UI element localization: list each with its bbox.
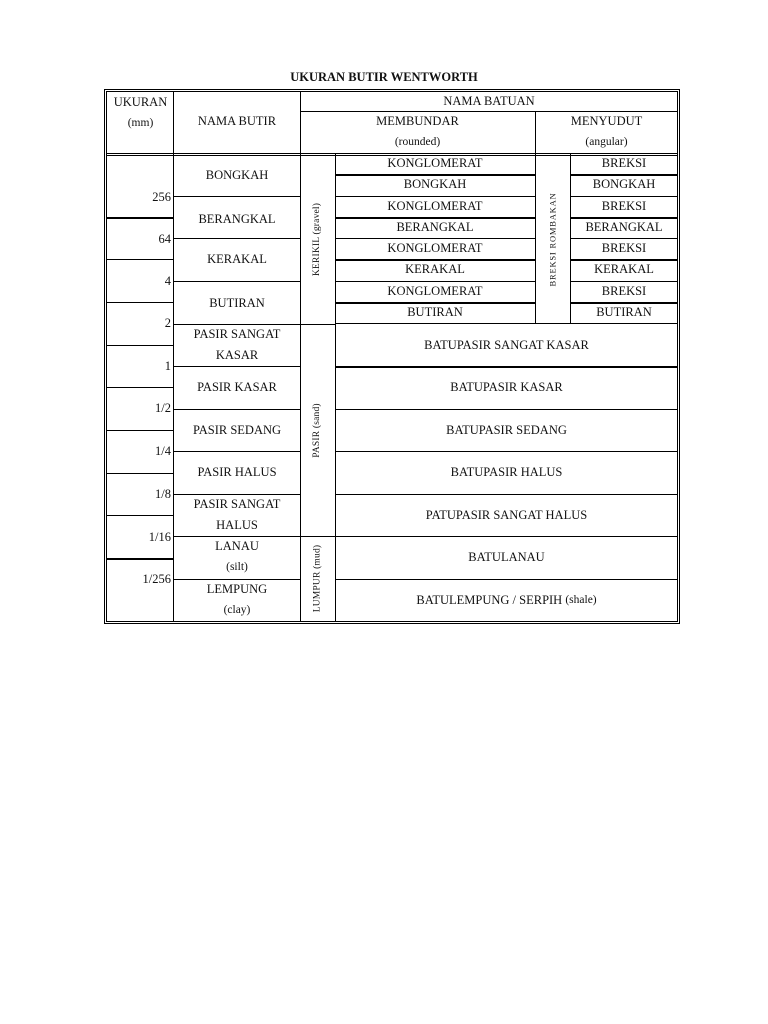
size-2: 2 bbox=[164, 315, 171, 330]
grid-line bbox=[335, 196, 535, 197]
rock-batulempung-sub: (shale) bbox=[565, 593, 597, 606]
grain-pasir-sangat-halus-line2: HALUS bbox=[216, 518, 258, 532]
grain-lempung-label: LEMPUNG bbox=[206, 582, 268, 596]
size-64: 64 bbox=[158, 231, 171, 246]
size-1-4: 1/4 bbox=[155, 443, 171, 458]
angular-row-8: BUTIRAN bbox=[596, 305, 652, 319]
size-1-256: 1/256 bbox=[142, 571, 171, 586]
grain-pasir-sangat-kasar-line1: PASIR SANGAT bbox=[193, 327, 281, 341]
grain-bongkah: BONGKAH bbox=[205, 167, 269, 182]
group-pasir bbox=[300, 324, 335, 536]
grid-line bbox=[106, 217, 173, 219]
grain-pasir-sangat-halus bbox=[174, 494, 300, 536]
grain-lanau-sub: (silt) bbox=[226, 561, 248, 573]
angular-row-7: BREKSI bbox=[601, 284, 647, 298]
grid-line bbox=[173, 281, 300, 282]
group-kerikil bbox=[300, 155, 335, 324]
grid-line bbox=[570, 238, 678, 239]
grid-line bbox=[335, 579, 678, 580]
grid-line bbox=[106, 155, 678, 156]
grain-pasir-sedang: PASIR SEDANG bbox=[192, 422, 282, 437]
rounded-row-7: KONGLOMERAT bbox=[387, 284, 483, 298]
grid-line bbox=[106, 387, 173, 388]
header-membundar bbox=[300, 111, 535, 153]
angular-row-5: BREKSI bbox=[601, 241, 647, 255]
group-breksi-rombakan bbox=[535, 155, 570, 324]
angular-row-1: BREKSI bbox=[601, 156, 647, 170]
grain-butiran: BUTIRAN bbox=[209, 295, 265, 310]
rounded-row-5: KONGLOMERAT bbox=[387, 241, 483, 255]
rock-batulempung bbox=[335, 579, 678, 621]
grain-lanau-label: LANAU bbox=[215, 539, 259, 553]
grain-pasir-kasar: PASIR KASAR bbox=[197, 379, 277, 394]
grid-line bbox=[106, 345, 173, 346]
rock-batupasir-halus: BATUPASIR HALUS bbox=[450, 464, 563, 479]
grid-line bbox=[570, 259, 678, 261]
grain-pasir-sangat-kasar bbox=[174, 324, 300, 366]
rounded-row-8: BUTIRAN bbox=[407, 305, 463, 319]
header-ukuran bbox=[107, 92, 174, 155]
wentworth-grain-size-table bbox=[104, 89, 680, 624]
grid-line bbox=[335, 217, 535, 219]
header-menyudut-sub: (angular) bbox=[585, 136, 628, 148]
grain-pasir-sangat-halus-line1: PASIR SANGAT bbox=[193, 497, 281, 511]
grain-pasir-sangat-kasar-line2: KASAR bbox=[215, 348, 259, 362]
grid-line bbox=[173, 409, 300, 410]
rounded-row-3: KONGLOMERAT bbox=[387, 199, 483, 213]
size-1-2: 1/2 bbox=[155, 400, 171, 415]
grid-line bbox=[335, 259, 535, 261]
grid-line bbox=[173, 579, 300, 580]
grid-line bbox=[335, 174, 535, 176]
grid-line bbox=[335, 153, 336, 622]
grid-line bbox=[106, 302, 173, 303]
group-lumpur-label: LUMPUR (mud) bbox=[312, 544, 322, 613]
grid-line bbox=[106, 153, 678, 154]
header-membundar-sub: (rounded) bbox=[394, 136, 441, 148]
angular-row-3: BREKSI bbox=[601, 199, 647, 213]
rounded-row-1: KONGLOMERAT bbox=[387, 156, 483, 170]
header-ukuran-unit: (mm) bbox=[127, 117, 154, 129]
grid-line bbox=[300, 91, 301, 622]
grid-line bbox=[173, 451, 300, 452]
grain-berangkal: BERANGKAL bbox=[198, 211, 276, 226]
header-menyudut-label: MENYUDUT bbox=[570, 114, 643, 128]
angular-row-6: KERAKAL bbox=[594, 262, 654, 276]
size-1-8: 1/8 bbox=[155, 486, 171, 501]
grain-lempung-sub: (clay) bbox=[223, 604, 251, 616]
header-nama-butir: NAMA BUTIR bbox=[197, 114, 277, 128]
group-breksi-rombakan-label: BREKSI ROMBAKAN bbox=[547, 192, 558, 287]
grid-line bbox=[335, 281, 535, 282]
angular-row-4: BERANGKAL bbox=[585, 220, 663, 234]
size-256: 256 bbox=[152, 189, 171, 204]
grain-lempung bbox=[174, 579, 300, 621]
grid-line bbox=[335, 494, 678, 495]
rock-batulempung-label: BATULEMPUNG / SERPIH bbox=[416, 592, 563, 607]
header-membundar-label: MEMBUNDAR bbox=[376, 114, 459, 128]
rounded-row-6: KERAKAL bbox=[405, 262, 465, 276]
grid-line bbox=[106, 473, 173, 474]
grid-line bbox=[570, 196, 678, 197]
grid-line bbox=[570, 174, 678, 176]
rounded-row-4: BERANGKAL bbox=[396, 220, 474, 234]
grid-line bbox=[570, 281, 678, 282]
grid-line bbox=[300, 111, 678, 112]
grid-line bbox=[570, 302, 678, 304]
grid-line bbox=[106, 259, 173, 260]
grid-line bbox=[335, 302, 535, 304]
grain-lanau bbox=[174, 536, 300, 578]
angular-row-2: BONGKAH bbox=[592, 177, 656, 191]
header-ukuran-label: UKURAN bbox=[113, 95, 168, 109]
header-nama-batuan: NAMA BATUAN bbox=[443, 93, 535, 108]
grid-line bbox=[173, 238, 300, 239]
grid-line bbox=[173, 91, 174, 622]
grid-line bbox=[106, 515, 173, 516]
rock-batulanau: BATULANAU bbox=[468, 549, 545, 564]
grid-line bbox=[335, 451, 678, 452]
document-title: UKURAN BUTIR WENTWORTH bbox=[290, 70, 478, 84]
grid-line bbox=[335, 536, 678, 537]
grain-kerakal: KERAKAL bbox=[207, 251, 267, 266]
group-kerikil-label: KERIKIL (gravel) bbox=[312, 202, 322, 277]
grid-line bbox=[173, 196, 300, 197]
grain-pasir-halus: PASIR HALUS bbox=[197, 464, 277, 479]
grid-line bbox=[335, 238, 535, 239]
group-lumpur bbox=[300, 536, 335, 621]
grid-line bbox=[335, 409, 678, 410]
grid-line bbox=[173, 324, 335, 325]
rock-batupasir-sangat-kasar: BATUPASIR SANGAT KASAR bbox=[424, 337, 589, 352]
size-1-16: 1/16 bbox=[148, 529, 171, 544]
grid-line bbox=[570, 217, 678, 219]
rock-batupasir-sedang: BATUPASIR SEDANG bbox=[446, 422, 567, 437]
grid-line bbox=[335, 366, 678, 368]
grid-line bbox=[535, 111, 536, 324]
grid-line bbox=[173, 494, 300, 495]
rock-batupasir-kasar: BATUPASIR KASAR bbox=[450, 379, 563, 394]
grid-line bbox=[106, 558, 173, 560]
size-4: 4 bbox=[164, 273, 171, 288]
size-1: 1 bbox=[164, 358, 171, 373]
group-pasir-label: PASIR (sand) bbox=[312, 402, 323, 458]
grid-line bbox=[335, 323, 678, 324]
grid-line bbox=[173, 536, 335, 537]
grid-line bbox=[173, 366, 300, 367]
header-menyudut bbox=[535, 111, 678, 153]
rounded-row-2: BONGKAH bbox=[403, 177, 467, 191]
rock-patupasir-sangat-halus: PATUPASIR SANGAT HALUS bbox=[425, 507, 588, 522]
grid-line bbox=[106, 430, 173, 431]
